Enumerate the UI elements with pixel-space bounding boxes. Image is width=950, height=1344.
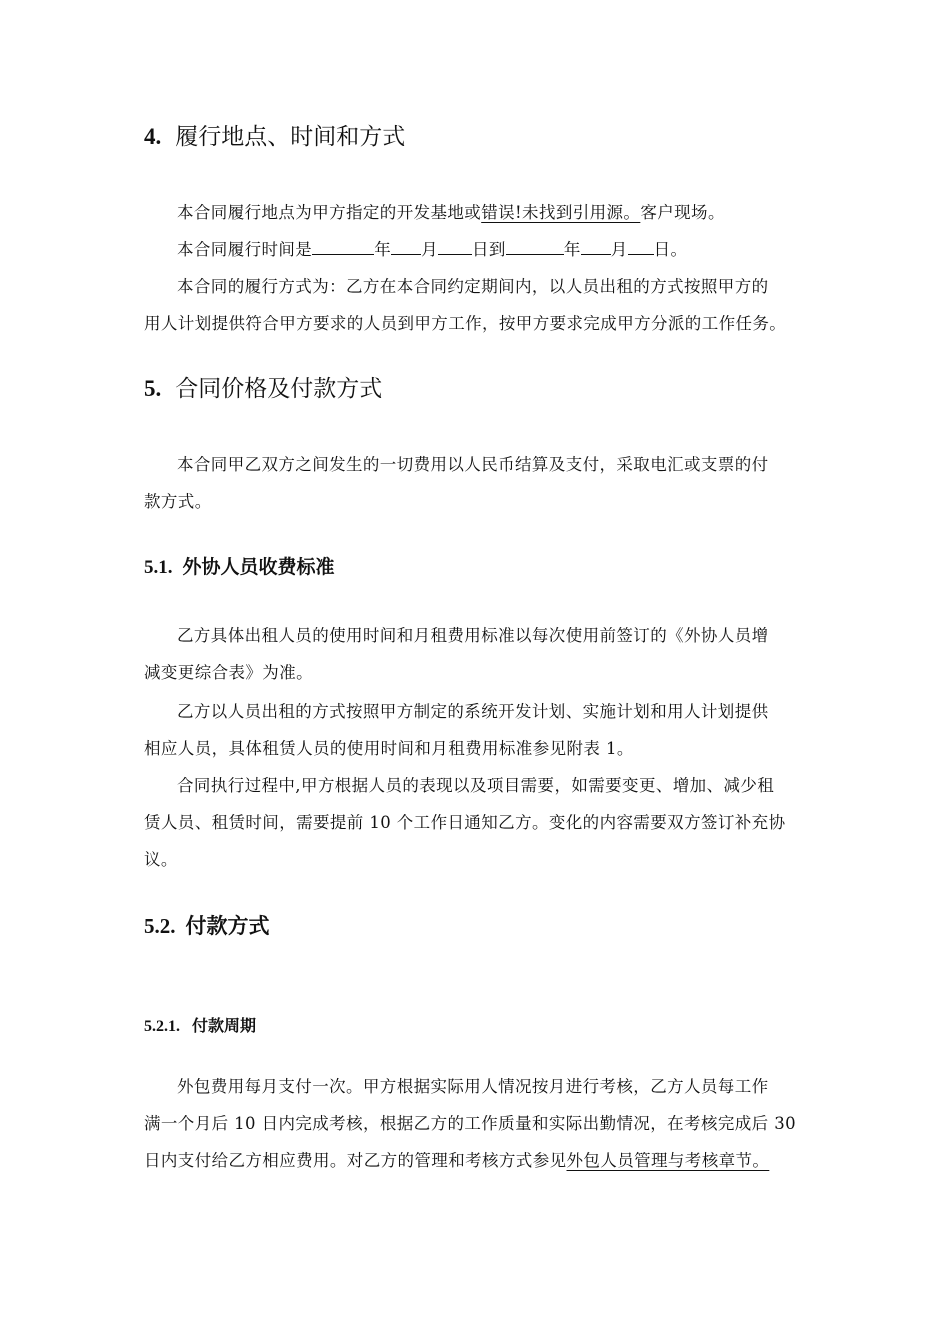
text-line: 日内支付给乙方相应费用。对乙方的管理和考核方式参见 — [144, 1151, 567, 1170]
end-day-blank — [628, 237, 654, 255]
section-title: 履行地点、时间和方式 — [175, 124, 406, 150]
start-day-blank — [438, 237, 472, 255]
section-number: 5. — [144, 376, 162, 401]
text-line: 本合同的履行方式为：乙方在本合同约定期间内，以人员出租的方式按照甲方的 — [177, 277, 769, 296]
start-year-blank — [312, 237, 374, 255]
time-paragraph — [144, 231, 864, 268]
month-label: 月 — [421, 240, 439, 259]
outsourcing-management-link[interactable]: 外包人员管理与考核章节。 — [566, 1151, 770, 1170]
day-label: 日。 — [653, 240, 688, 259]
section-number: 5.2. — [144, 914, 176, 938]
section-title: 付款方式 — [185, 914, 270, 938]
text-line: 用人计划提供符合甲方要求的人员到甲方工作，按甲方要求完成甲方分派的工作任务。 — [144, 314, 787, 333]
end-month-blank — [581, 237, 611, 255]
payment-cycle-paragraph — [144, 1068, 864, 1179]
section-5-2-1-heading — [144, 1013, 256, 1036]
fee-standard-paragraph-1 — [144, 617, 864, 691]
day-to-label: 日到 — [472, 240, 506, 259]
section-5-2-heading — [144, 910, 270, 940]
price-paragraph — [144, 446, 864, 520]
section-number: 5.2.1. — [144, 1018, 180, 1035]
start-month-blank — [391, 237, 421, 255]
time-prefix: 本合同履行时间是 — [177, 240, 313, 259]
text-line: 满一个月后 10 日内完成考核，根据乙方的工作质量和实际出勤情况，在考核完成后 30 — [144, 1114, 797, 1133]
section-title: 付款周期 — [192, 1016, 257, 1035]
place-paragraph — [144, 194, 864, 231]
text-line: 乙方具体出租人员的使用时间和月租费用标准以每次使用前签订的《外协人员增 — [177, 626, 769, 645]
month-label: 月 — [610, 240, 628, 259]
place-text: 本合同履行地点为甲方指定的开发基地或 — [177, 203, 482, 222]
reference-error-link[interactable]: 错误!未找到引用源。 — [481, 203, 641, 222]
method-paragraph — [144, 268, 864, 342]
fee-standard-paragraph-3 — [144, 767, 864, 878]
text-line: 合同执行过程中,甲方根据人员的表现以及项目需要，如需要变更、增加、减少租 — [177, 776, 775, 795]
text-line: 赁人员、租赁时间，需要提前 10 个工作日通知乙方。变化的内容需要双方签订补充协 — [144, 813, 786, 832]
text-line: 外包费用每月支付一次。甲方根据实际用人情况按月进行考核，乙方人员每工作 — [177, 1077, 769, 1096]
text-line: 减变更综合表》为准。 — [144, 663, 313, 682]
text-line: 相应人员，具体租赁人员的使用时间和月租费用标准参见附表 1。 — [144, 739, 634, 758]
section-title: 外协人员收费标准 — [182, 556, 335, 578]
section-5-heading — [144, 370, 382, 403]
section-4-heading — [144, 118, 405, 151]
end-year-blank — [506, 237, 564, 255]
section-title: 合同价格及付款方式 — [175, 376, 383, 402]
year-label: 年 — [374, 240, 392, 259]
text-line: 乙方以人员出租的方式按照甲方制定的系统开发计划、实施计划和用人计划提供 — [177, 702, 769, 721]
section-number: 5.1. — [144, 557, 173, 578]
fee-standard-paragraph-2 — [144, 693, 864, 767]
text-line: 议。 — [144, 850, 178, 869]
year-label: 年 — [563, 240, 581, 259]
section-number: 4. — [144, 124, 162, 149]
section-5-1-heading — [144, 552, 335, 579]
place-text-end: 客户现场。 — [640, 203, 725, 222]
text-line: 本合同甲乙双方之间发生的一切费用以人民币结算及支付，采取电汇或支票的付 — [177, 455, 769, 474]
text-line: 款方式。 — [144, 492, 212, 511]
